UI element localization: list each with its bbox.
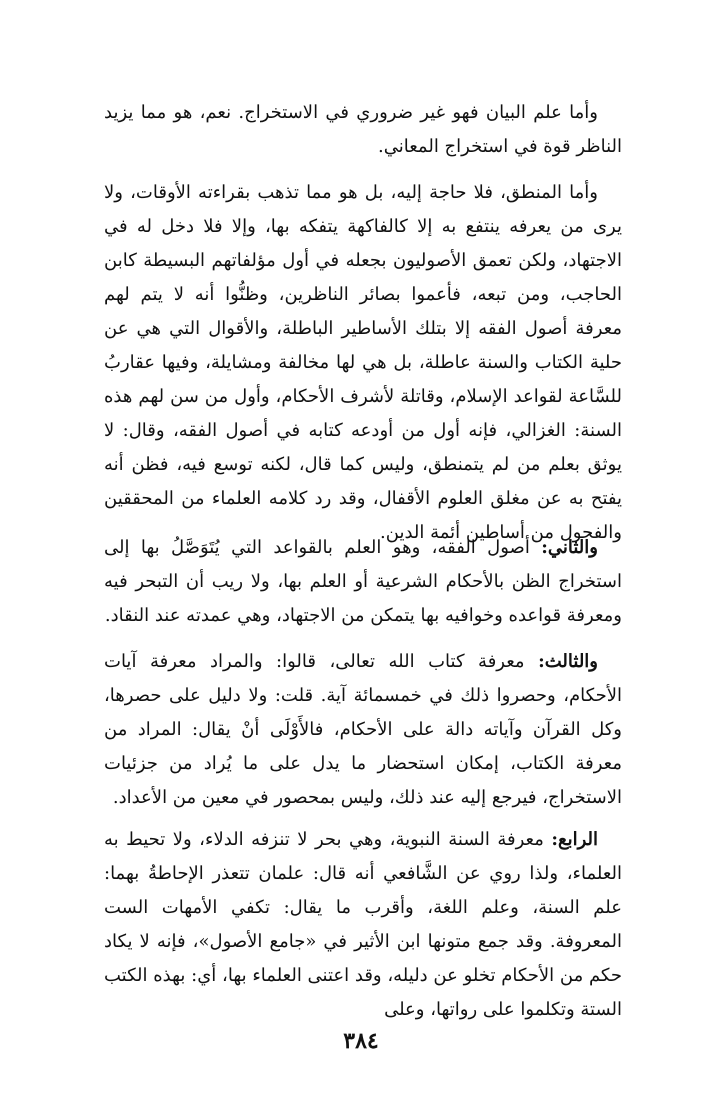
paragraph-fourth-body: معرفة السنة النبوية، وهي بحر لا تنزفه الدلاء، ولا تحيط به العلماء، ولذا روي عن الشَّافعي أنه قال: علمان تتعذر الإحاطةُ بهما: علم السنة، وعلم اللغة، وأقرب ما يقال: تكفي الأمهات الست المعروفة. وقد جمع متونها ابن الأثير في «جامع الأصول»، فإنه لا يكاد حكم من الأحكام تخلو عن دليله، وقد اعتنى العلماء بها، أي: بهذه الكتب الستة وتكلموا على رواتها، وعلى — [103, 829, 622, 1020]
paragraph-third-lead: والثالث: — [538, 651, 598, 672]
paragraph-fourth — [104, 823, 622, 1027]
paragraph-bayan: وأما علم البيان فهو غير ضروري في الاستخراج. نعم، هو مما يزيد الناظر قوة في استخراج المعاني. — [104, 102, 622, 157]
text-block-rest — [104, 98, 622, 1018]
paragraph-second-lead: والثاني: — [541, 537, 598, 558]
paragraph-third — [104, 645, 622, 815]
paragraph-logic: وأما المنطق، فلا حاجة إليه، بل هو مما تذهب بقراءته الأوقات، ولا يرى من يعرفه ينتفع به إلا كالفاكهة يتفكه بها، وإلا فلا دخل له في الاجتهاد، ولكن تعمق الأصوليون بجعله في أول مؤلفاتهم البسيطة كابن الحاجب، ومن تبعه، فأعموا بصائر الناظرين، وظنُّوا أنه لا يتم لهم معرفة أصول الفقه إلا بتلك الأساطير الباطلة، والأقوال التي هي عن حلية الكتاب والسنة عاطلة، بل هي لها مخالفة ومشايلة، وفيها عقاربُ للسَّاعة لقواعد الإسلام، وقاتلة لأشرف الأحكام، وأول من سن لهم هذه السنة: الغزالي، فإنه أول من أودعه كتابه في أصول الفقه، وقال: لا يوثق بعلم من لم يتمنطق، وليس كما قال، لكنه توسع فيه، فظن أنه يفتح به عن مغلق العلوم الأقفال، وقد رد كلامه العلماء من المحققين والفحول من أساطين أئمة الدين. — [104, 182, 622, 543]
paragraph-third-body: معرفة كتاب الله تعالى، قالوا: والمراد معرفة آيات الأحكام، وحصروا ذلك في خمسمائة آية. قلت: ولا دليل على حصرها، وكل القرآن وآياته دالة على الأحكام، فالأَوْلَى أنْ يقال: المراد من معرفة الكتاب، إمكان استحضار ما يدل على ما يُراد من جزئيات الاستخراج، فيرجع إليه عند ذلك، وليس بمحصور في معين من الأعداد. — [104, 651, 622, 808]
paragraph-second-body: أصول الفقه، وهو العلم بالقواعد التي يُتَوَصَّلُ بها إلى استخراج الظن بالأحكام الشرعية أو العلم بها، ولا ريب أن التبحر فيه ومعرفة قواعده وخوافيه بها يتمكن من الاجتهاد، وهي عمدته عند النقاد. — [104, 537, 622, 626]
paragraph-second — [104, 531, 622, 633]
paragraph-fourth-lead: الرابع: — [551, 829, 598, 850]
page-number: ٣٨٤ — [343, 1028, 379, 1054]
